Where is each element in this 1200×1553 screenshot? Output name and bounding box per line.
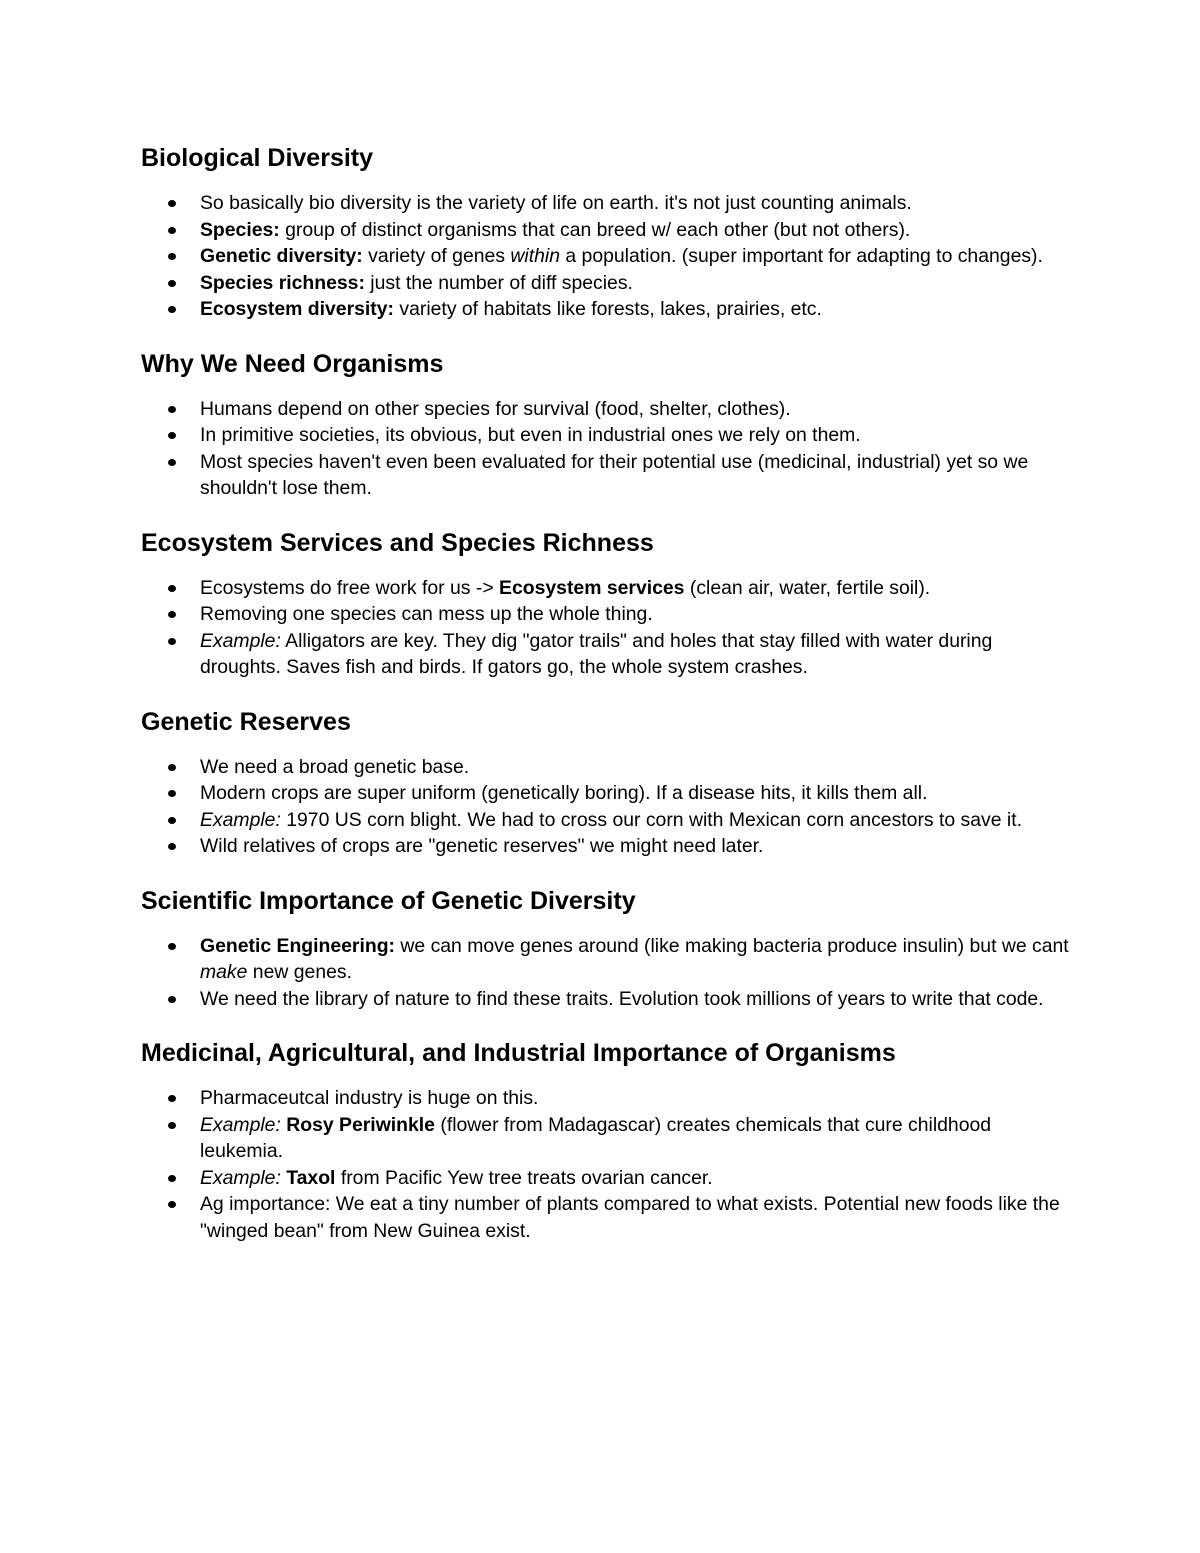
italic-text: within (510, 245, 560, 267)
bullet-icon (168, 817, 176, 824)
item-text: Ecosystems do free work for us -> (200, 576, 500, 599)
italic-text: Example: (200, 629, 281, 652)
list-item (141, 628, 1071, 681)
section-1 (141, 138, 1071, 323)
list-item (141, 190, 1071, 217)
bullet-icon (168, 638, 176, 645)
bullet-icon (168, 1122, 176, 1129)
section-heading: Ecosystem Services and Species Richness (141, 528, 654, 557)
item-text: So basically bio diversity is the variety of life on earth. it's not just counting animals. (200, 192, 912, 214)
list-item (141, 1165, 1071, 1192)
item-text: Alligators are key. They dig "gator trails" and holes that stay filled with water during droughts. Saves fish and birds. If gators go, the whole system crashes. (200, 629, 993, 678)
bullet-icon (168, 764, 176, 771)
bullet-icon (168, 280, 176, 287)
item-text: a population. (super important for adapting to changes). (559, 245, 1043, 267)
bullet-icon (168, 406, 176, 413)
italic-text: Example: (200, 808, 281, 831)
italic-text: make (200, 961, 248, 983)
item-text: new genes. (247, 961, 352, 983)
item-text: variety of habitats like forests, lakes, prairies, etc. (394, 298, 822, 320)
section-2 (141, 344, 1071, 502)
bullet-icon (168, 306, 176, 313)
item-text: We need the library of nature to find these traits. Evolution took millions of years to write that code. (200, 987, 1044, 1010)
document-page (141, 138, 1071, 1265)
section-heading: Scientific Importance of Genetic Diversity (141, 886, 636, 915)
item-text: In primitive societies, its obvious, but even in industrial ones we rely on them. (200, 424, 861, 446)
item-text: group of distinct organisms that can breed w/ each other (but not others). (279, 218, 911, 241)
item-text: Humans depend on other species for survival (food, shelter, clothes). (200, 397, 791, 420)
bullet-icon (168, 843, 176, 850)
bullet-list (141, 190, 1071, 323)
list-item (141, 807, 1071, 834)
item-text: (clean air, water, fertile soil). (684, 576, 931, 599)
bullet-icon (168, 1175, 176, 1182)
bullet-icon (168, 432, 176, 439)
bullet-icon (168, 790, 176, 797)
bullet-icon (168, 585, 176, 592)
bullet-list (141, 575, 1071, 681)
list-item (141, 1191, 1071, 1244)
list-item (141, 449, 1071, 502)
item-text: Removing one species can mess up the whole thing. (200, 603, 653, 625)
list-item (141, 933, 1071, 986)
section-4 (141, 702, 1071, 860)
item-text: 1970 US corn blight. We had to cross our corn with Mexican corn ancestors to save it. (280, 808, 1022, 831)
section-heading: Medicinal, Agricultural, and Industrial Importance of Organisms (141, 1039, 896, 1067)
item-text: Ag importance: We eat a tiny number of plants compared to what exists. Potential new foods like the "winged bean" from New Guinea exist. (200, 1193, 1060, 1242)
section-heading: Genetic Reserves (141, 707, 351, 736)
bullet-icon (168, 253, 176, 260)
item-text: We need a broad genetic base. (200, 755, 470, 778)
list-item (141, 217, 1071, 244)
list-item (141, 986, 1071, 1013)
list-item (141, 1112, 1071, 1165)
item-text: Most species haven't even been evaluated for their potential use (medicinal, industrial) yet so we shouldn't lose them. (200, 450, 1029, 499)
bold-term: Genetic diversity: (200, 245, 363, 267)
section-5 (141, 881, 1071, 1013)
item-text: Pharmaceutcal industry is huge on this. (200, 1087, 539, 1109)
bullet-icon (168, 1095, 176, 1102)
list-item (141, 270, 1071, 297)
section-heading: Biological Diversity (141, 144, 374, 172)
bold-term: Genetic Engineering: (200, 934, 396, 957)
section-heading: Why We Need Organisms (141, 349, 444, 378)
bullet-list (141, 396, 1071, 502)
bullet-icon (168, 996, 176, 1003)
list-item (141, 575, 1071, 602)
list-item (141, 296, 1071, 323)
list-item (141, 396, 1071, 423)
item-text: variety of genes (362, 245, 511, 267)
bullet-list (141, 1085, 1071, 1244)
section-6 (141, 1033, 1071, 1244)
bullet-icon (168, 227, 176, 234)
list-item (141, 601, 1071, 628)
bold-term: Species: (200, 218, 280, 241)
list-item (141, 422, 1071, 449)
section-3 (141, 523, 1071, 681)
bold-term: Rosy Periwinkle (286, 1113, 435, 1136)
item-text: we can move genes around (like making bacteria produce insulin) but we cant (395, 934, 1069, 957)
item-text: Modern crops are super uniform (genetically boring). If a disease hits, it kills them all. (200, 782, 928, 804)
list-item (141, 1085, 1071, 1112)
list-item (141, 780, 1071, 807)
item-text: just the number of diff species. (364, 271, 633, 294)
italic-text: Example: (200, 1166, 281, 1189)
item-text: Wild relatives of crops are "genetic reserves" we might need later. (200, 835, 764, 857)
bold-term: Species richness: (200, 271, 365, 294)
item-text: from Pacific Yew tree treats ovarian cancer. (335, 1166, 713, 1189)
bullet-list (141, 933, 1071, 1013)
item-text: (flower from Madagascar) creates chemicals that cure childhood leukemia. (200, 1113, 992, 1162)
bullet-icon (168, 943, 176, 950)
bullet-icon (168, 459, 176, 466)
bold-term: Taxol (286, 1166, 336, 1189)
bold-term: Ecosystem diversity: (200, 298, 395, 320)
bullet-icon (168, 200, 176, 207)
bold-term: Ecosystem services (499, 576, 685, 599)
bullet-list (141, 754, 1071, 860)
italic-text: Example: (200, 1113, 281, 1136)
list-item (141, 243, 1071, 270)
list-item (141, 754, 1071, 781)
list-item (141, 833, 1071, 860)
bullet-icon (168, 1201, 176, 1208)
bullet-icon (168, 611, 176, 618)
